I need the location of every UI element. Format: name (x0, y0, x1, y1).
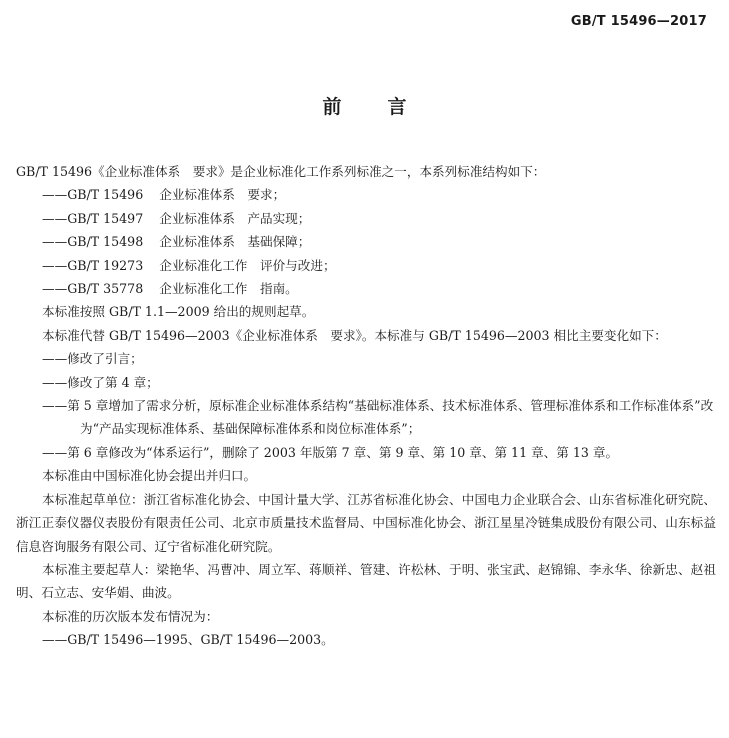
history-item: ——GB/T 15496—1995、GB/T 15496—2003。 (42, 632, 334, 648)
replaces-paragraph: 本标准代替 GB/T 15496—2003《企业标准体系 要求》。本标准与 GB/T 15496—2003 相比主要变化如下： (42, 327, 667, 343)
series-name: 企业标准体系 产品实现； (159, 210, 311, 226)
series-name: 企业标准体系 要求； (159, 187, 286, 203)
series-code: ——GB/T 15497 (42, 210, 144, 226)
standard-number: GB/T 15496—2017 (570, 14, 707, 29)
page-title: 前言 (322, 96, 453, 118)
change-item: ——修改了引言； (42, 351, 143, 367)
history-intro: 本标准的历次版本发布情况为： (42, 608, 219, 624)
series-item (16, 207, 716, 230)
proposed-by: 本标准由中国标准化协会提出并归口。 (42, 468, 257, 484)
series-code: ——GB/T 19273 (42, 257, 144, 273)
intro-paragraph: GB/T 15496《企业标准体系 要求》是企业标准化工作系列标准之一，本系列标准结构如下： (16, 164, 546, 179)
series-code: ——GB/T 15496 (42, 187, 144, 203)
drafters: 本标准主要起草人：梁艳华、冯曹冲、周立军、蒋顺祥、管建、许松林、于明、张宝武、赵锦锦、李永华、徐新忠、赵祖明、石立志、安华娟、曲波。 (16, 561, 716, 601)
drafting-units: 本标准起草单位：浙江省标准化协会、中国计量大学、江苏省标准化协会、中国电力企业联合会、山东省标准化研究院、浙江正泰仪器仪表股份有限责任公司、北京市质量技术监督局、中国标准化协会、浙江星星冷链集成股份有限公司、山东标益信息咨询服务有限公司、辽宁省标准化研究院。 (16, 491, 716, 554)
series-item (16, 254, 716, 277)
foreword-body (16, 160, 716, 652)
series-code: ——GB/T 15498 (42, 234, 144, 250)
change-item: ——第 6 章修改为“体系运行”，删除了 2003 年版第 7 章、第 9 章、第 10 章、第 11 章、第 13 章。 (42, 444, 619, 460)
change-item: ——第 5 章增加了需求分析，原标准企业标准体系结构“基础标准体系、技术标准体系、管理标准体系和工作标准体系”改为“产品实现标准体系、基础保障标准体系和岗位标准体系”； (42, 398, 714, 437)
change-item: ——修改了第 4 章； (42, 374, 159, 390)
series-name: 企业标准体系 基础保障； (159, 234, 311, 250)
series-code: ——GB/T 35778 (42, 281, 144, 297)
series-name: 企业标准化工作 评价与改进； (159, 257, 336, 273)
drafting-rule: 本标准按照 GB/T 1.1—2009 给出的规则起草。 (42, 304, 315, 320)
series-item (16, 277, 716, 300)
series-item (16, 230, 716, 253)
series-item (16, 183, 716, 206)
series-name: 企业标准化工作 指南。 (159, 281, 298, 297)
